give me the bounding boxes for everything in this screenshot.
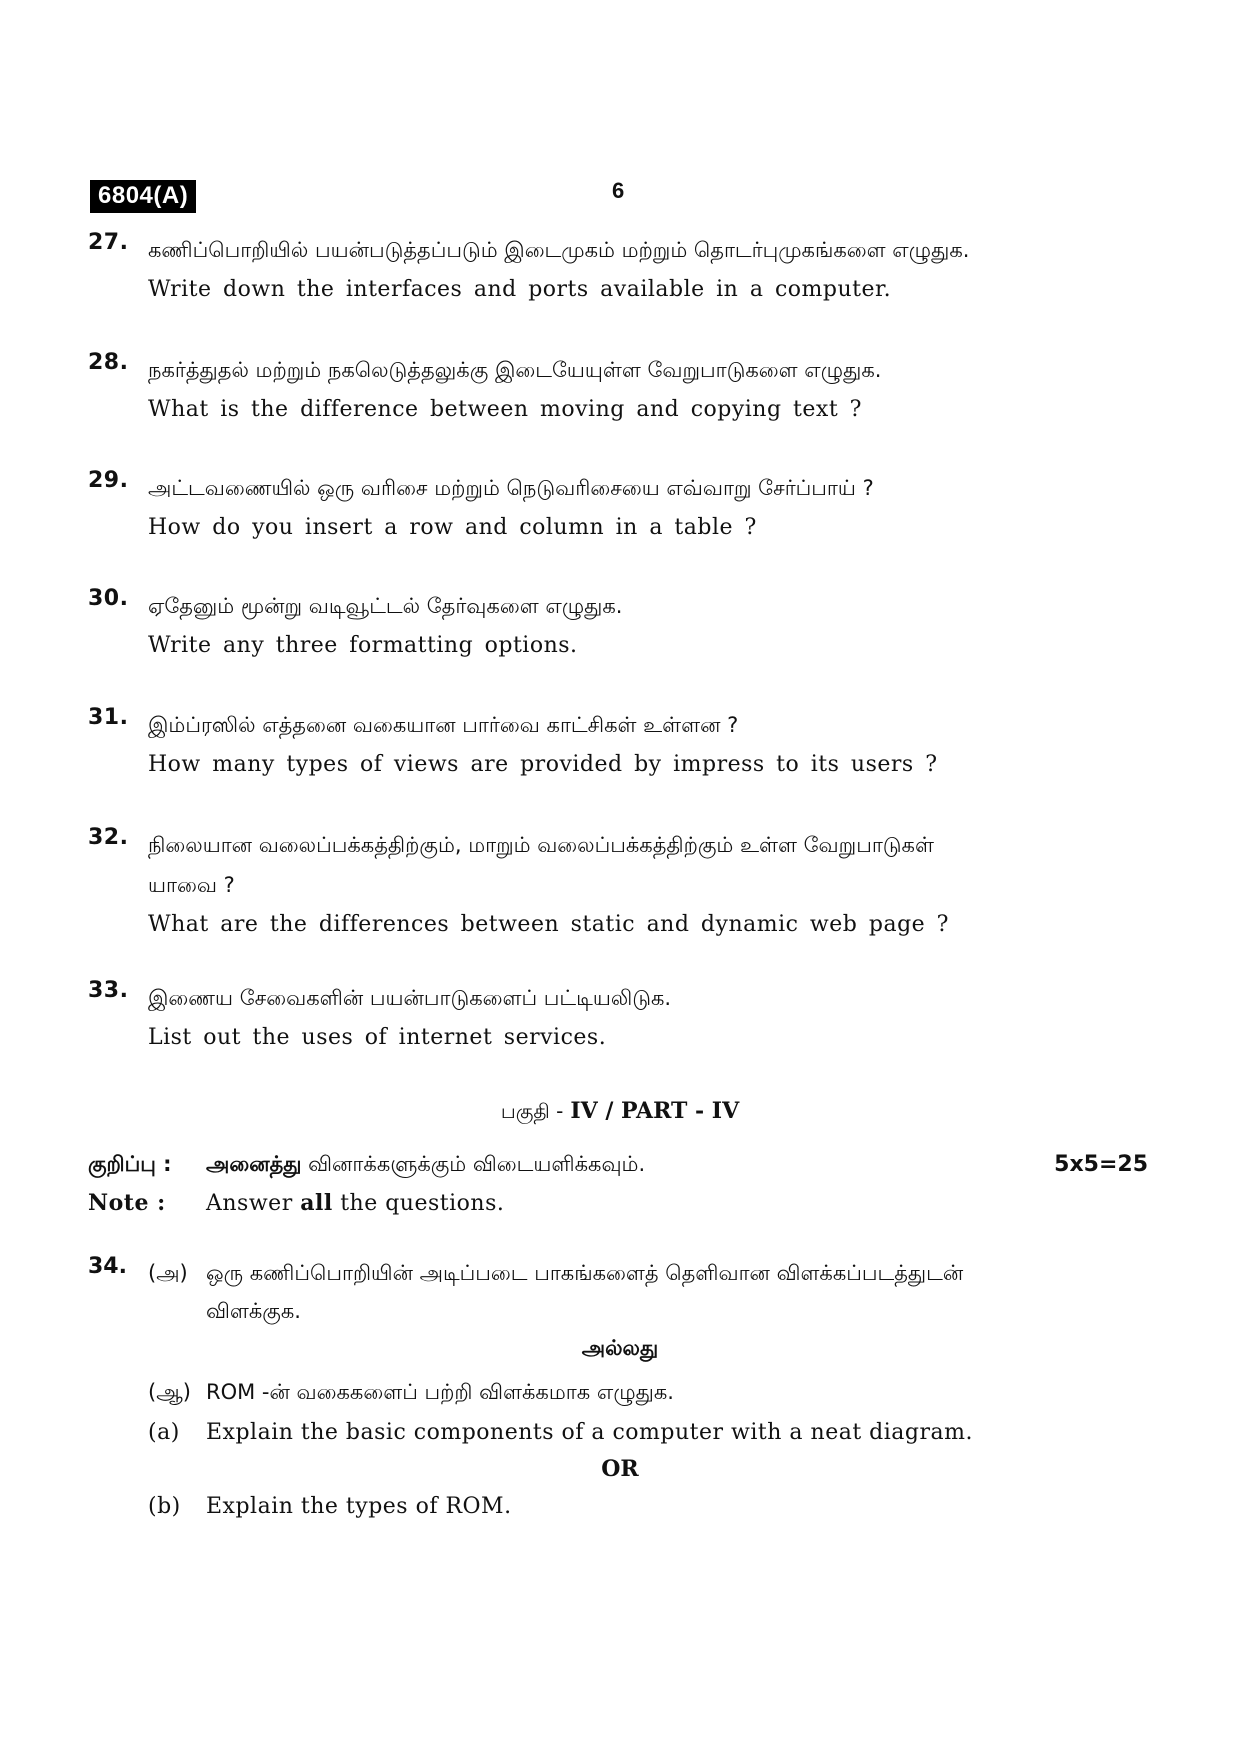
question-text-tamil: அட்டவணையில் ஒரு வரிசை மற்றும் நெடுவரிசையை எவ்வாறு சேர்ப்பாய் ? <box>148 476 874 500</box>
question-text-english: How do you insert a row and column in a table ? <box>148 515 757 540</box>
question-block <box>88 350 1148 430</box>
marks-allocation: 5x5=25 <box>1054 1152 1148 1177</box>
question-text-tamil: நிலையான வலைப்பக்கத்திற்கும், மாறும் வலைப்பக்கத்திற்கும் உள்ள வேறுபாடுகள் <box>148 833 934 857</box>
option-label: (அ) <box>148 1261 188 1285</box>
question-text-tamil: யாவை ? <box>148 873 235 897</box>
question-text-tamil: கணிப்பொறியில் பயன்படுத்தப்படும் இடைமுகம் மற்றும் தொடர்புமுகங்களை எழுதுக. <box>148 238 970 262</box>
option-text: Explain the types of ROM. <box>206 1494 512 1519</box>
part-heading-tamil: பகுதி - <box>500 1099 564 1123</box>
question-number: 30. <box>88 586 129 611</box>
question-block <box>88 978 1148 1058</box>
question-text-english: Write any three formatting options. <box>148 633 578 658</box>
question-block <box>88 468 1148 548</box>
question-text-english: What is the difference between moving and copying text ? <box>148 397 862 422</box>
option-label: (a) <box>148 1420 180 1445</box>
note-bold-tamil: அனைத்து <box>206 1152 302 1176</box>
question-block <box>88 230 1148 310</box>
note-pre-english: Answer <box>206 1191 293 1216</box>
or-english: OR <box>601 1456 639 1482</box>
note-label-english: Note : <box>88 1190 166 1216</box>
question-text-english: What are the differences between static and dynamic web page ? <box>148 912 949 937</box>
paper-code: 6804(A) <box>90 180 196 213</box>
question-number: 27. <box>88 230 129 255</box>
question-text-english: How many types of views are provided by impress to its users ? <box>148 752 938 777</box>
question-block <box>88 825 1148 945</box>
question-number: 32. <box>88 825 129 850</box>
page-number: 6 <box>612 178 625 203</box>
question-number: 34. <box>88 1254 127 1279</box>
question-number: 31. <box>88 705 129 730</box>
question-text-tamil: இணைய சேவைகளின் பயன்பாடுகளைப் பட்டியலிடுக. <box>148 986 672 1010</box>
or-tamil: அல்லது <box>581 1336 659 1360</box>
question-text-english: List out the uses of internet services. <box>148 1025 607 1050</box>
question-text-tamil: ஏதேனும் மூன்று வடிவூட்டல் தேர்வுகளை எழுதுக. <box>148 594 623 618</box>
question-number: 29. <box>88 468 129 493</box>
question-text-tamil: நகர்த்துதல் மற்றும் நகலெடுத்தலுக்கு இடையேயுள்ள வேறுபாடுகளை எழுதுக. <box>148 358 882 382</box>
question-block <box>88 586 1148 666</box>
option-text: Explain the basic components of a computer with a neat diagram. <box>206 1420 973 1445</box>
option-text: ROM -ன் வகைகளைப் பற்றி விளக்கமாக எழுதுக. <box>206 1380 674 1404</box>
note-bold-english: all <box>300 1190 333 1216</box>
part-heading-english: IV / PART - IV <box>570 1098 740 1124</box>
note-post-english: the questions. <box>340 1191 505 1216</box>
option-label: (ஆ) <box>148 1380 191 1404</box>
question-text-english: Write down the interfaces and ports available in a computer. <box>148 277 892 302</box>
question-number: 28. <box>88 350 129 375</box>
option-text: ஒரு கணிப்பொறியின் அடிப்படை பாகங்களைத் தெளிவான விளக்கப்படத்துடன் <box>206 1261 964 1285</box>
option-text: விளக்குக. <box>206 1299 301 1323</box>
note-text-tamil: வினாக்களுக்கும் விடையளிக்கவும். <box>308 1152 646 1176</box>
note-label-tamil: குறிப்பு : <box>88 1152 172 1176</box>
question-block <box>88 705 1148 785</box>
question-number: 33. <box>88 978 129 1003</box>
option-label: (b) <box>148 1494 181 1519</box>
part-heading <box>0 1098 1240 1126</box>
question-text-tamil: இம்ப்ரஸில் எத்தனை வகையான பார்வை காட்சிகள் உள்ளன ? <box>148 713 739 737</box>
